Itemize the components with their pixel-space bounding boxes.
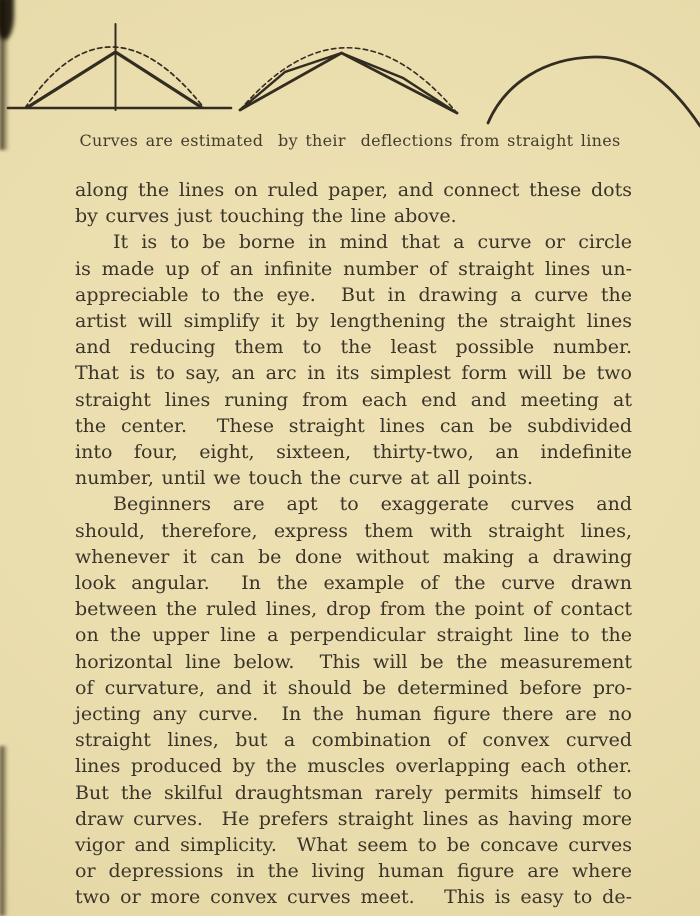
text-line: two or more convex curves meet. This is easy to de- [75,886,632,909]
text-line: should, therefore, express them with straight lines, [75,519,632,542]
text-line: But the skilful draughtsman rarely permits himself to [75,781,632,804]
text-block [75,177,632,911]
text-line: straight lines, but a combination of convex curved [75,729,632,752]
text-line: lines produced by the muscles overlapping each other. [75,755,632,778]
chord-lines-four [240,53,457,113]
text-line: look angular. In the example of the curve drawn [75,572,632,595]
text-line: jecting any curve. In the human figure there are no [75,703,632,726]
text-line: It is to be borne in mind that a curve or circle [113,231,632,254]
text-line: appreciable to the eye. But in drawing a curve the [75,283,632,306]
text-line: artist will simplify it by lengthening the straight lines [75,310,632,333]
diagram-arc-two-chords [8,24,231,110]
text-line: between the ruled lines, drop from the point of contact [75,598,632,621]
text-line: draw curves. He prefers straight lines as having more [75,807,632,830]
diagram-arc-four-chords [240,48,457,113]
text-line: by curves just touching the line above. [75,205,457,228]
text-line: into four, eight, sixteen, thirty-two, an indefinite [75,441,632,464]
text-line: of curvature, and it should be determined before pro- [75,676,632,699]
text-line: along the lines on ruled paper, and connect these dots [75,179,632,201]
text-line: That is to say, an arc in its simplest form will be two [75,362,632,385]
figure-diagrams [0,0,700,132]
figure-caption: Curves are estimated by their deflections from straight lines [79,131,621,150]
text-line: whenever it can be done without making a drawing [75,545,632,568]
text-line: vigor and simplicity. What seem to be concave curves [75,834,632,857]
text-line: and reducing them to the least possible number. [75,336,632,359]
text-line: Beginners are apt to exaggerate curves and [113,493,632,516]
scan-edge-shadow-bottom [0,746,8,916]
diagram-freehand-curve [488,57,700,126]
text-line: straight lines runing from each end and meeting at [75,388,632,411]
text-line: number, until we touch the curve at all points. [75,467,534,490]
text-line: horizontal line below. This will be the measurement [75,650,632,673]
curve [488,57,700,126]
text-line: is made up of an infinite number of straight lines un- [75,257,632,280]
text-line: or depressions in the living human figure are where [75,860,632,883]
text-line: the center. These straight lines can be subdivided [75,414,632,437]
text-line: on the upper line a perpendicular straight line to the [75,624,632,647]
